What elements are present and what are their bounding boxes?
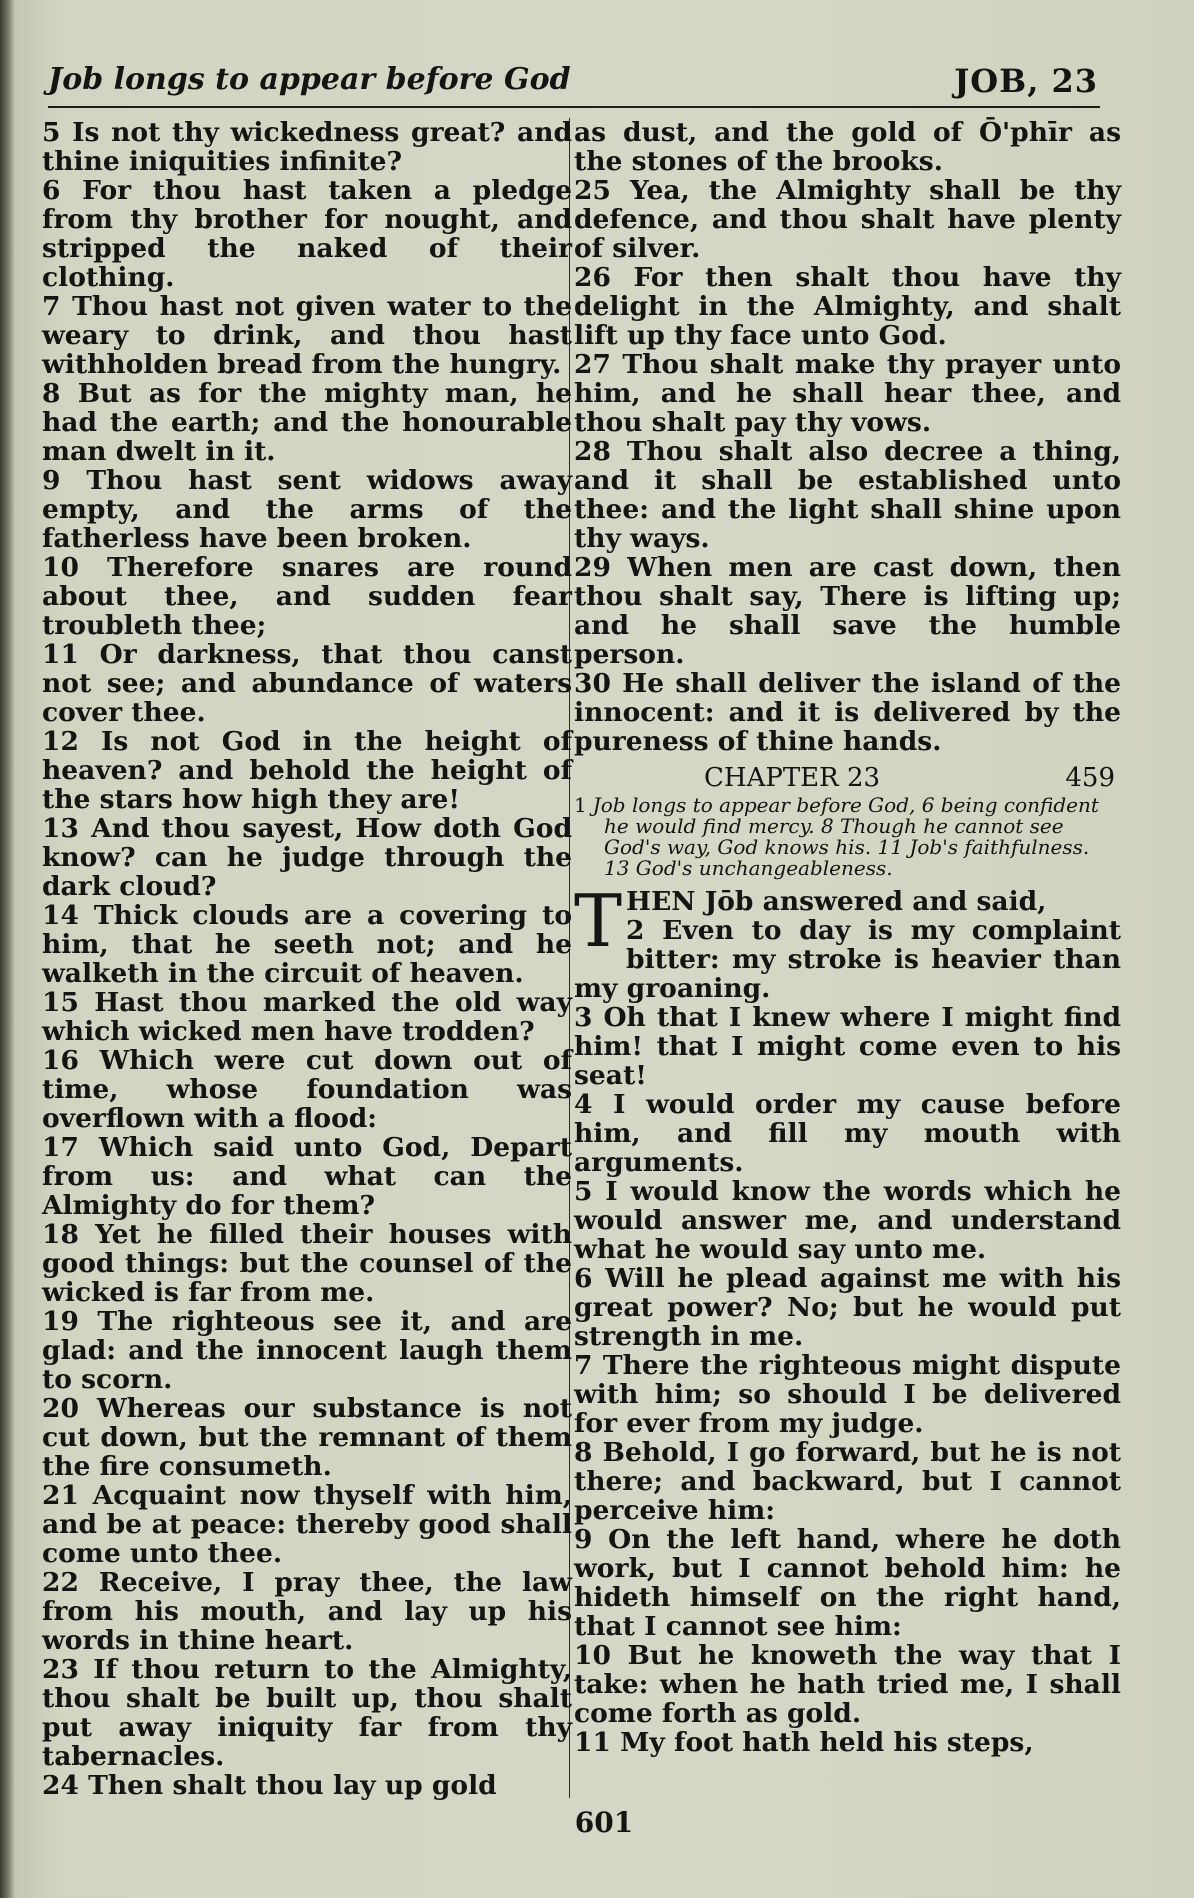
verse: 3 Oh that I knew where I might find him! that I might come even to his seat! <box>574 1002 1121 1091</box>
chapter-title: CHAPTER 23 <box>704 763 881 793</box>
running-title: Job longs to appear before God <box>48 62 571 97</box>
summary-number: 1 <box>574 793 587 817</box>
verse: 19 The righteous see it, and are glad: and the innocent laugh them to scorn. <box>42 1306 572 1395</box>
summary-text: Job longs to appear before God, 6 being confident he would find mercy. 8 Though he cannot see God's way, God knows his. 11 Job's faithfulness. 13 God's unchangeableness. <box>592 793 1099 880</box>
verse: 9 On the left hand, where he doth work, but I cannot behold him: he hideth himself on the right hand, that I cannot see him: <box>574 1524 1121 1642</box>
verse: 22 Receive, I pray thee, the law from his mouth, and lay up his words in thine heart. <box>42 1567 572 1656</box>
verse: 4 I would order my cause before him, and fill my mouth with arguments. <box>574 1089 1121 1178</box>
chapter-number: 459 <box>1065 763 1115 793</box>
verse: 5 Is not thy wickedness great? and thine iniquities infinite? <box>42 117 572 177</box>
verse: 26 For then shalt thou have thy delight in the Almighty, and shalt lift up thy face unto God. <box>574 262 1121 351</box>
verse: 13 And thou sayest, How doth God know? can he judge through the dark cloud? <box>42 813 572 902</box>
verse: 29 When men are cast down, then thou shalt say, There is lifting up; and he shall save the humble person. <box>574 552 1121 670</box>
verse: 24 Then shalt thou lay up gold <box>42 1770 497 1801</box>
page-header <box>48 62 1098 108</box>
verse: 8 But as for the mighty man, he had the earth; and the honourable man dwelt in it. <box>42 378 572 467</box>
bible-page <box>14 0 1194 1898</box>
verse: 12 Is not God in the height of heaven? and behold the height of the stars how high they are! <box>42 726 572 815</box>
book-gutter-shadow <box>0 0 14 1898</box>
verse: 14 Thick clouds are a covering to him, that he seeth not; and he walketh in the circuit of heaven. <box>42 900 572 989</box>
verse: 6 Will he plead against me with his great power? No; but he would put strength in me. <box>574 1263 1121 1352</box>
verse: 27 Thou shalt make thy prayer unto him, and he shall hear thee, and thou shalt pay thy vows. <box>574 349 1121 438</box>
header-rule <box>48 106 1100 108</box>
running-reference: JOB, 23 <box>954 62 1098 100</box>
chapter-heading <box>574 764 1121 793</box>
verse: 28 Thou shalt also decree a thing, and it shall be established unto thee: and the light shall shine upon thy ways. <box>574 436 1121 554</box>
verse: 25 Yea, the Almighty shall be thy defence, and thou shalt have plenty of silver. <box>574 175 1121 264</box>
verse: 30 He shall deliver the island of the innocent: and it is delivered by the pureness of thine hands. <box>574 668 1121 757</box>
verse: 10 But he knoweth the way that I take: when he hath tried me, I shall come forth as gold. <box>574 1640 1121 1729</box>
page-number: 601 <box>574 1806 634 1839</box>
verse: 2 Even to day is my complaint bitter: my stroke is heavier than my groaning. <box>574 915 1121 1004</box>
chapter-summary <box>574 795 1121 879</box>
verse: 7 There the righteous might dispute with him; so should I be delivered for ever from my judge. <box>574 1350 1121 1439</box>
opening-text: HEN Jōb answered and said, <box>626 886 1047 917</box>
verse: 9 Thou hast sent widows away empty, and the arms of the fatherless have been broken. <box>42 465 572 554</box>
verse: 17 Which said unto God, Depart from us: and what can the Almighty do for them? <box>42 1132 572 1221</box>
verse: 15 Hast thou marked the old way which wicked men have trodden? <box>42 987 572 1047</box>
verse: 20 Whereas our substance is not cut down, but the remnant of them the fire consumeth. <box>42 1393 572 1482</box>
verse: 11 My foot hath held his steps, <box>574 1727 1034 1758</box>
verse: 11 Or darkness, that thou canst not see; and abundance of waters cover thee. <box>42 639 572 728</box>
verse: 7 Thou hast not given water to the weary to drink, and thou hast withholden bread from the hungry. <box>42 291 572 380</box>
drop-cap: T <box>574 879 623 963</box>
verse: 5 I would know the words which he would answer me, and understand what he would say unto me. <box>574 1176 1121 1265</box>
verse: 6 For thou hast taken a pledge from thy brother for nought, and stripped the naked of their clothing. <box>42 175 572 293</box>
verse: 8 Behold, I go forward, but he is not there; and backward, but I cannot perceive him: <box>574 1437 1121 1526</box>
left-column <box>42 118 572 1800</box>
verse: 16 Which were cut down out of time, whose foundation was overflown with a flood: <box>42 1045 572 1134</box>
verse: as dust, and the gold of Ō'phīr as the stones of the brooks. <box>574 117 1121 177</box>
right-column <box>574 118 1121 1757</box>
verse: 18 Yet he filled their houses with good things: but the counsel of the wicked is far from me. <box>42 1219 572 1308</box>
verse: 21 Acquaint now thyself with him, and be at peace: thereby good shall come unto thee. <box>42 1480 572 1569</box>
verse: 23 If thou return to the Almighty, thou shalt be built up, thou shalt put away iniquity far from thy tabernacles. <box>42 1654 572 1772</box>
verse: 10 Therefore snares are round about thee, and sudden fear troubleth thee; <box>42 552 572 641</box>
